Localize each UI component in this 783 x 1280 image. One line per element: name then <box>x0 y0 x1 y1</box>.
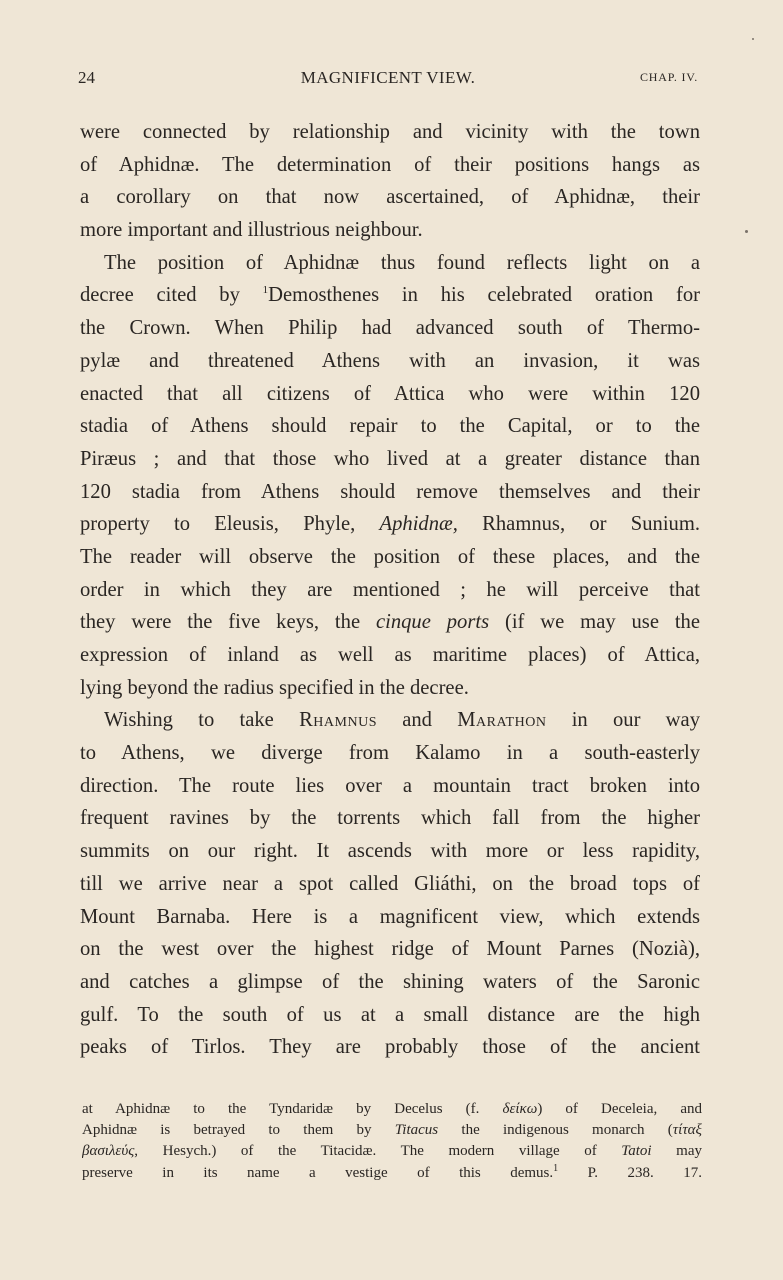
italic-segment: Titacus <box>394 1122 439 1139</box>
text-segment: (if we may use the <box>489 611 700 634</box>
text-line <box>80 606 700 639</box>
main-text <box>80 116 700 1064</box>
text-segment: at Aphidnæ to the Tyndaridæ by Decelus (f. <box>82 1101 503 1117</box>
text-line: Piræus ; and that those who lived at a greater distance than <box>80 447 700 470</box>
text-line: to Athens, we diverge from Kalamo in a south-easterly <box>80 742 700 765</box>
footnote-ref: 1 <box>553 1162 559 1174</box>
text-line: expression of inland as well as maritime places) of Attica, <box>80 644 700 666</box>
place-name-smallcaps: Rhamnus <box>299 709 377 732</box>
text-segment: and <box>376 709 458 732</box>
text-segment: in our way <box>546 709 700 732</box>
text-line <box>80 508 700 541</box>
greek-word: βασιλεύς <box>82 1143 135 1160</box>
text-line: enacted that all citizens of Attica who were within 120 <box>80 382 700 405</box>
paper-speck <box>745 230 748 233</box>
text-line: and catches a glimpse of the shining waters of the Saronic <box>80 970 700 993</box>
text-segment: Aphidnæ is betrayed to them by <box>82 1122 395 1139</box>
running-head <box>78 68 698 92</box>
text-line: The position of Aphidnæ thus found reflects light on a <box>104 251 700 274</box>
text-line: direction. The route lies over a mountain tract broken into <box>80 774 700 797</box>
text-line: were connected by relationship and vicinity with the town <box>80 121 700 143</box>
text-line: the Crown. When Philip had advanced south of Thermo- <box>80 317 700 340</box>
text-line <box>80 279 700 312</box>
greek-word: δείκω <box>502 1101 538 1117</box>
text-segment: the indigenous monarch ( <box>438 1122 673 1139</box>
footnote-ref-group <box>553 1162 702 1181</box>
text-segment: Wishing to take <box>104 709 300 732</box>
footnote-line <box>82 1163 702 1184</box>
chapter-label: CHAP. IV. <box>640 70 698 84</box>
text-segment: property to Eleusis, Phyle, <box>80 513 380 536</box>
text-segment: , Hesych.) of the Titacidæ. The modern village of <box>134 1143 622 1160</box>
text-segment: they were the five keys, the <box>80 611 376 634</box>
text-line: on the west over the highest ridge of Mount Parnes (Nozià), <box>80 938 700 961</box>
text-segment: preserve in its name a vestige of this demus. <box>82 1164 554 1181</box>
text-line: pylæ and threatened Athens with an invasion, it was <box>80 349 700 372</box>
text-segment: decree cited by <box>80 284 263 307</box>
page-number: 24 <box>78 68 95 87</box>
text-line: more important and illustrious neighbour. <box>80 219 423 242</box>
italic-segment: cinque ports <box>375 611 490 634</box>
footnote-line <box>82 1141 702 1162</box>
footnote-ref: 1 <box>262 284 269 297</box>
text-segment: ) of Deceleia, and <box>537 1101 702 1117</box>
text-line <box>80 704 700 737</box>
text-line: frequent ravines by the torrents which fall from the higher <box>80 807 700 830</box>
text-line: Mount Barnaba. Here is a magnificent view, which extends <box>80 905 700 928</box>
text-line: 120 stadia from Athens should remove themselves and their <box>80 480 700 503</box>
text-line: gulf. To the south of us at a small distance are the high <box>80 1003 700 1026</box>
text-segment: P. 238. 17. <box>558 1164 702 1181</box>
text-line: peaks of Tirlos. They are probably those of the ancient <box>80 1036 700 1059</box>
text-line: stadia of Athens should repair to the Capital, or to the <box>80 415 700 438</box>
text-line: lying beyond the radius specified in the decree. <box>80 676 469 699</box>
text-segment: may <box>651 1143 702 1160</box>
paper-speck <box>752 38 754 40</box>
footnotes <box>82 1099 702 1184</box>
footnote-line <box>82 1099 702 1120</box>
text-line: of Aphidnæ. The determination of their positions hangs as <box>80 153 700 176</box>
text-line: a corollary on that now ascertained, of Aphidnæ, their <box>80 186 700 209</box>
italic-segment: Tatoi <box>621 1143 652 1160</box>
place-name-smallcaps: Marathon <box>457 709 547 732</box>
italic-segment: Aphidnæ, <box>379 513 458 536</box>
text-line: till we arrive near a spot called Gliáthi, on the broad tops of <box>80 872 700 895</box>
text-segment: Rhamnus, or Sunium. <box>457 513 700 536</box>
text-line: order in which they are mentioned ; he will perceive that <box>80 578 700 601</box>
greek-word: τίταξ <box>672 1122 702 1139</box>
footnote-line <box>82 1120 702 1141</box>
text-segment: Demosthenes in his celebrated oration for <box>268 284 700 307</box>
text-line: The reader will observe the position of these places, and the <box>80 545 700 568</box>
text-line: summits on our right. It ascends with more or less rapidity, <box>80 840 700 863</box>
running-title: MAGNIFICENT VIEW. <box>300 68 476 87</box>
